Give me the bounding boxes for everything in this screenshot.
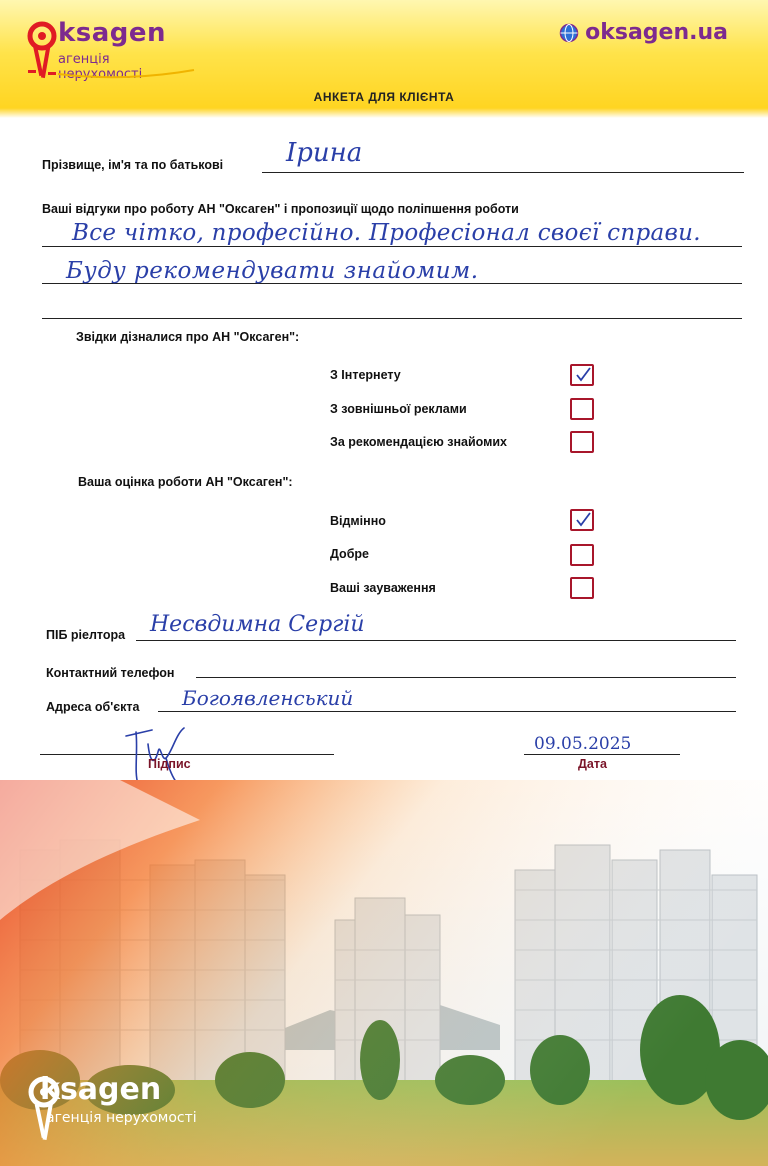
source-question: Звідки дізналися про АН "Оксаген": [76,330,300,344]
brand-tagline: агенція нерухомості [58,52,143,82]
address-label: Адреса об'єкта [46,700,140,714]
phone-label: Контактний телефон [46,666,175,680]
brand-logo [22,14,182,92]
source-option-internet-label: З Інтернету [330,368,401,382]
brand-name: ksagen [58,18,167,48]
footer-brand-tagline: агенція нерухомості [46,1110,197,1126]
source-ads-checkbox[interactable] [570,398,594,420]
name-label: Прізвище, ім'я та по батькові [42,158,224,172]
globe-icon [559,23,579,43]
address-line [158,711,736,712]
source-friends-checkbox[interactable] [570,431,594,453]
feedback-label: Ваші відгуки про роботу АН "Оксаген" і пропозиції щодо поліпшення роботи [42,202,519,216]
checkmark-icon [574,366,592,384]
realtor-line [136,640,736,641]
rating-excellent-label: Відмінно [330,514,386,528]
phone-line [196,677,736,678]
footer-brand-logo [24,1068,214,1158]
rating-remarks-checkbox[interactable] [570,577,594,599]
feedback-line-3 [42,318,742,319]
checkmark-icon [574,511,592,529]
website-link[interactable] [559,20,728,45]
rating-good-checkbox[interactable] [570,544,594,566]
website-text: oksagen.ua [585,20,728,45]
source-option-ads-label: З зовнішньої реклами [330,402,467,416]
feedback-text-1[interactable]: Все чітко, професійно. Професіонал своєї справи. [72,220,701,246]
date-value[interactable]: 09.05.2025 [534,734,632,754]
signature-label: Підпис [148,757,191,771]
signature-mark[interactable] [118,722,198,788]
address-value[interactable]: Богоявленський [182,686,354,710]
feedback-line-1 [42,246,742,247]
rating-excellent-checkbox[interactable] [570,509,594,531]
date-label: Дата [578,757,607,771]
source-option-friends-label: За рекомендацією знайомих [330,435,508,449]
rating-good-label: Добре [330,547,370,561]
feedback-text-2[interactable]: Буду рекомендувати знайомим. [66,258,479,284]
realtor-label: ПІБ ріелтора [46,628,126,642]
form-title: АНКЕТА ДЛЯ КЛІЄНТА [313,90,455,104]
source-internet-checkbox[interactable] [570,364,594,386]
swoosh-icon [56,66,196,80]
name-value[interactable]: Ірина [286,138,363,168]
date-line [524,754,680,755]
name-line [262,172,744,173]
rating-remarks-label: Ваші зауваження [330,581,436,595]
footer-brand-name: ksagen [40,1072,162,1107]
rating-question: Ваша оцінка роботи АН "Оксаген": [78,475,293,489]
realtor-value[interactable]: Несвдимна Сергій [150,612,365,637]
